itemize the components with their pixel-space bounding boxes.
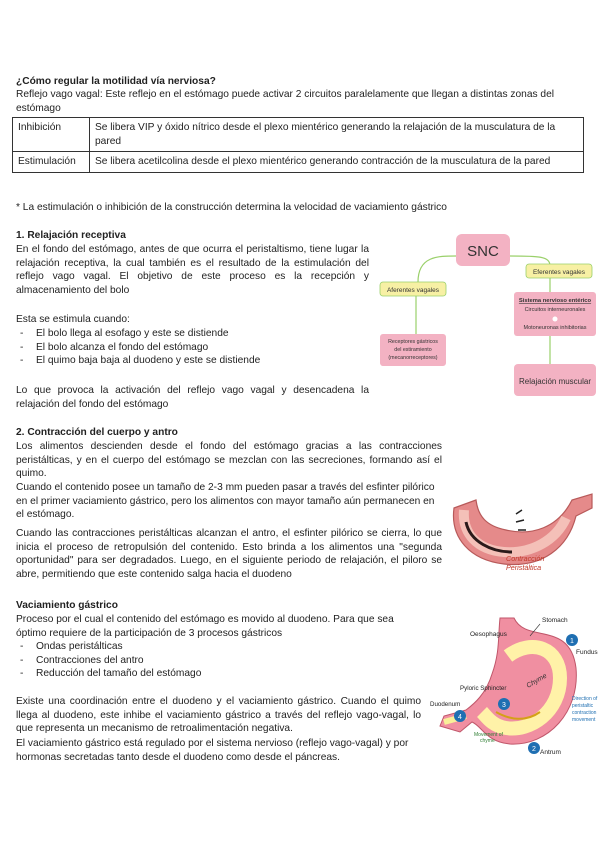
peristalsis-illustration [446,478,596,588]
section-1-p2: Esta se estimula cuando: [16,314,130,325]
receptors-line: Receptores gástricos [388,339,438,345]
direction-label: movement [572,717,596,723]
section-3-p3: El vaciamiento gástrico está regulado por el sistema nervioso (reflejo vago-vagal) y por hormonas secretadas tanto desde el duodeno como desde el páncreas. [16,738,409,763]
table-row [13,118,584,152]
intro-term: Reflejo vago vagal [16,89,100,100]
list-item: - Contracciones del antro [16,654,376,668]
table-value: Se libera acetilcolina desde el plexo mientérico generando contracción de la musculatura de la pared [90,152,584,173]
list-item: - El bolo llega al esofago y este se distiende [16,327,376,341]
section-2-p3-c: . Esto brinda a los alimentos una "segunda oportunidad" para ser degradados. Luego, en el siguiente periodo de relajación, el piloro se abre, permitiendo que este contenido salga hacia el duodeno [16,541,442,580]
movement-label: chyme [480,738,495,744]
ens-title: Sistema nervioso entérico [518,298,592,304]
antrum-label: Antrum [540,749,561,756]
bullet-icon [553,317,558,322]
section-3-list [16,640,376,681]
connector-line [418,256,456,282]
section-3-p1: Proceso por el cual el contenido del estómago es movido al duodeno. Para que sea óptimo requiere de la participación de 3 procesos gástricos [16,614,394,639]
stomach-label: Stomach [542,617,568,624]
snc-label: SNC [467,243,499,260]
step-number: 3 [502,702,506,709]
section-3-p2: Existe una coordinación entre el duodeno y el vaciamiento gástrico. Cuando el quimo llega al duodeno, este inhibe el vaciamiento gástrico a través del reflejo vago-vagal, lo que representa un mecanismo de retroalimentación negativa. [16,696,421,735]
table-key: Estimulación [13,152,90,173]
section-1-p1: En el fondo del estómago, antes de que ocurra el peristaltismo, tiene lugar la relajación receptiva, la cual también es el resultado de la estimulación del reflejo vago vagal. El objetivo de este proceso es la recepción y almacenamiento del bolo [16,244,369,296]
note: * La estimulación o inhibición de la construcción determina la velocidad de vaciamiento gástrico [16,202,447,213]
oesophagus-label: Oesophagus [470,631,507,638]
retropulsion-term: proceso de retropulsión del contenido [56,541,235,553]
ens-line: Motoneuronas inhibitorias [523,325,587,331]
gastric-emptying-figure [430,608,598,760]
duodenum-label: Duodenum [430,701,461,708]
receptors-line: del estiramiento [394,347,432,353]
section-1-p3: Lo que provoca la activación del reflejo vago vagal y desencadena la relajación del fondo del estómago [16,385,369,410]
list-item: - Reducción del tamaño del estómago [16,667,376,681]
section-2-p3 [16,527,442,581]
arrow-icon [516,510,526,530]
step-number: 2 [532,746,536,753]
list-item: - El quimo baja baja al duodeno y este se distiende [16,354,376,368]
intro-text: : Este reflejo en el estómago puede activar 2 circuitos paralelamente que llegan a distintas zonas del estómago [16,89,555,114]
contraction-label: Contracción [506,554,545,563]
receptors-line: (mecanorreceptores) [388,355,438,361]
table-key: Inhibición [13,118,90,152]
table-value: Se libera VIP y óxido nítrico desde el plexo mientérico generando la relajación de la musculatura de la pared [90,118,584,152]
section-2-p3-a: Cuando las contracciones peristálticas alcanzan el antro, el esfinter pilórico se cierra, lo que inicia el [16,528,442,553]
regulation-table [12,117,584,173]
section-2-heading: 2. Contracción del cuerpo y antro [16,427,178,438]
contraction-label: Peristáltica [506,563,542,572]
step-number: 4 [458,714,462,721]
ens-line: Circuitos interneuronales [524,307,586,313]
movement-label: Movement of [474,732,503,738]
list-item: - Ondas peristálticas [16,640,376,654]
afferent-label: Aferentes vagales [386,287,440,294]
direction-label: peristaltic [572,703,594,709]
pyloric-label: Pyloric Sphincter [460,685,507,692]
relax-label: Relajación muscular [518,377,592,386]
chyme-label: Chyme [525,672,549,690]
efferent-label: Eferentes vagales [532,269,586,276]
section-1-list [16,327,376,368]
section-1-heading: 1. Relajación receptiva [16,230,126,241]
section-2-p2: Cuando el contenido posee un tamaño de 2-3 mm pueden pasar a través del esfinter pilórico en el primer vaciamiento gástrico, pero los alimentos con mayor tamaño aún permanecen en el estómago. [16,482,435,521]
section-3-heading: Vaciamiento gástrico [16,600,118,611]
list-item: - El bolo alcanza el fondo del estómago [16,341,376,355]
fundus-label: Fundus [576,649,598,656]
section-2-p1: Los alimentos descienden desde el fondo del estómago gracias a las contracciones peristálticas, y en el cuerpo del estómago se mezclan con las secreciones, formando así el quimo. [16,441,442,480]
step-number: 1 [570,638,574,645]
table-row [13,152,584,173]
vago-vagal-diagram [378,228,600,408]
intro-paragraph [16,88,576,115]
direction-label: Direction of [572,696,598,702]
page-title: ¿Cómo regular la motilidad vía nerviosa? [16,76,216,87]
direction-label: contraction [572,710,597,716]
